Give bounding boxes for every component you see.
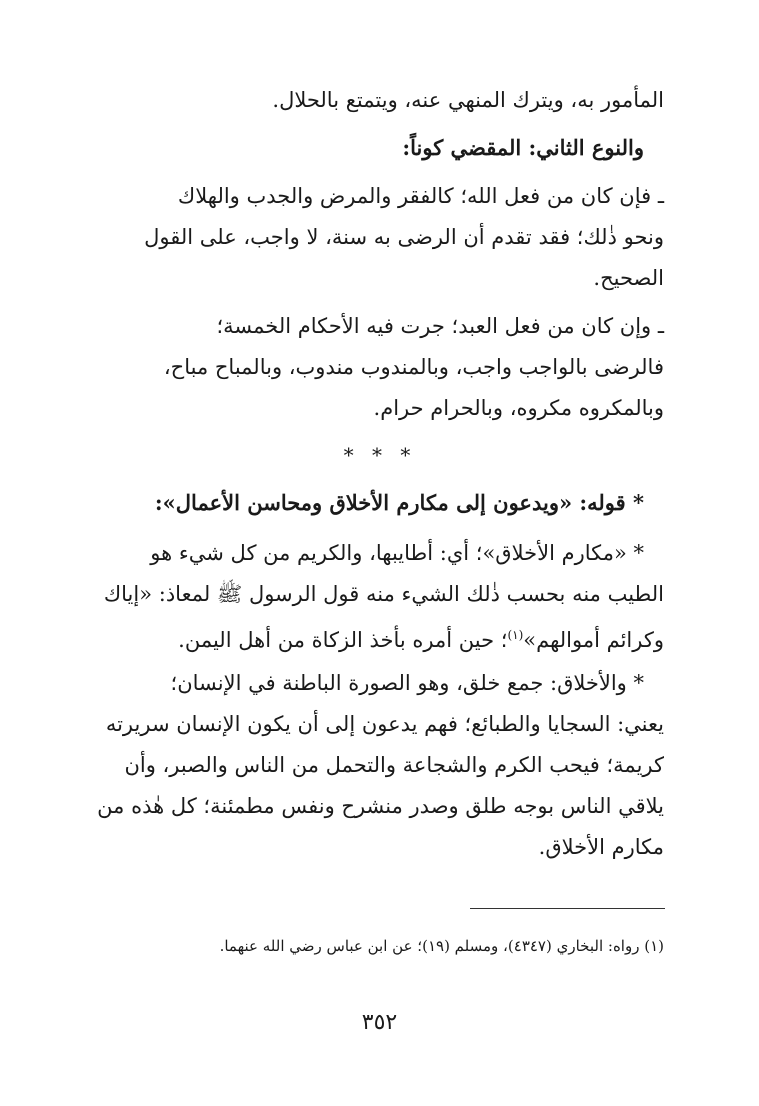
text-line-7: فالرضى بالواجب واجب، وبالمندوب مندوب، وبالمباح مباح، <box>163 355 664 379</box>
footnote-ref: (١) <box>507 628 524 642</box>
text-line-16: يلاقي الناس بوجه طلق وصدر منشرح ونفس مطمئنة؛ كل هٰذه من <box>97 794 664 818</box>
text-line-6: ـ وإن كان من فعل العبد؛ جرت فيه الأحكام الخمسة؛ <box>216 314 664 338</box>
text-line-12 <box>96 620 664 655</box>
section-heading-second-type: والنوع الثاني: المقضي كوناً: <box>402 135 644 160</box>
section-separator: * * * <box>343 443 417 467</box>
quote-heading: * قوله: «ويدعون إلى مكارم الأخلاق ومحاسن الأعمال»: <box>154 490 644 515</box>
text-line-11: الطيب منه بحسب ذٰلك الشيء منه قول الرسول ﷺ لمعاذ: «إياك <box>103 582 664 606</box>
text-line-5: الصحيح. <box>593 266 664 290</box>
text-line-15: كريمة؛ فيحب الكرم والشجاعة والتحمل من الناس والصبر، وأن <box>124 753 664 777</box>
text-line-12-quote: وكرائم أموالهم» <box>523 628 664 652</box>
text-line-12-rest: ؛ حين أمره بأخذ الزكاة من أهل اليمن. <box>178 628 508 652</box>
text-line-3: ـ فإن كان من فعل الله؛ كالفقر والمرض والجدب والهلاك <box>177 184 664 208</box>
text-line-10: * «مكارم الأخلاق»؛ أي: أطايبها، والكريم من كل شيء هو <box>150 541 644 565</box>
text-line-14: يعني: السجايا والطبائع؛ فهم يدعون إلى أن يكون الإنسان سريرته <box>105 712 664 736</box>
text-line-17: مكارم الأخلاق. <box>538 835 664 859</box>
text-line-4: ونحو ذٰلك؛ فقد تقدم أن الرضى به سنة، لا واجب، على القول <box>144 225 664 249</box>
text-line-8: وبالمكروه مكروه، وبالحرام حرام. <box>373 396 664 420</box>
text-line-13: * والأخلاق: جمع خلق، وهو الصورة الباطنة في الإنسان؛ <box>170 671 644 695</box>
footnote-text: (١) رواه: البخاري (٤٣٤٧)، ومسلم (١٩)؛ عن ابن عباس رضي الله عنهما. <box>219 937 664 955</box>
page-number: ٣٥٢ <box>361 1010 398 1035</box>
footnote-divider <box>470 908 665 909</box>
text-line-1: المأمور به، ويترك المنهي عنه، ويتمتع بالحلال. <box>272 88 664 112</box>
